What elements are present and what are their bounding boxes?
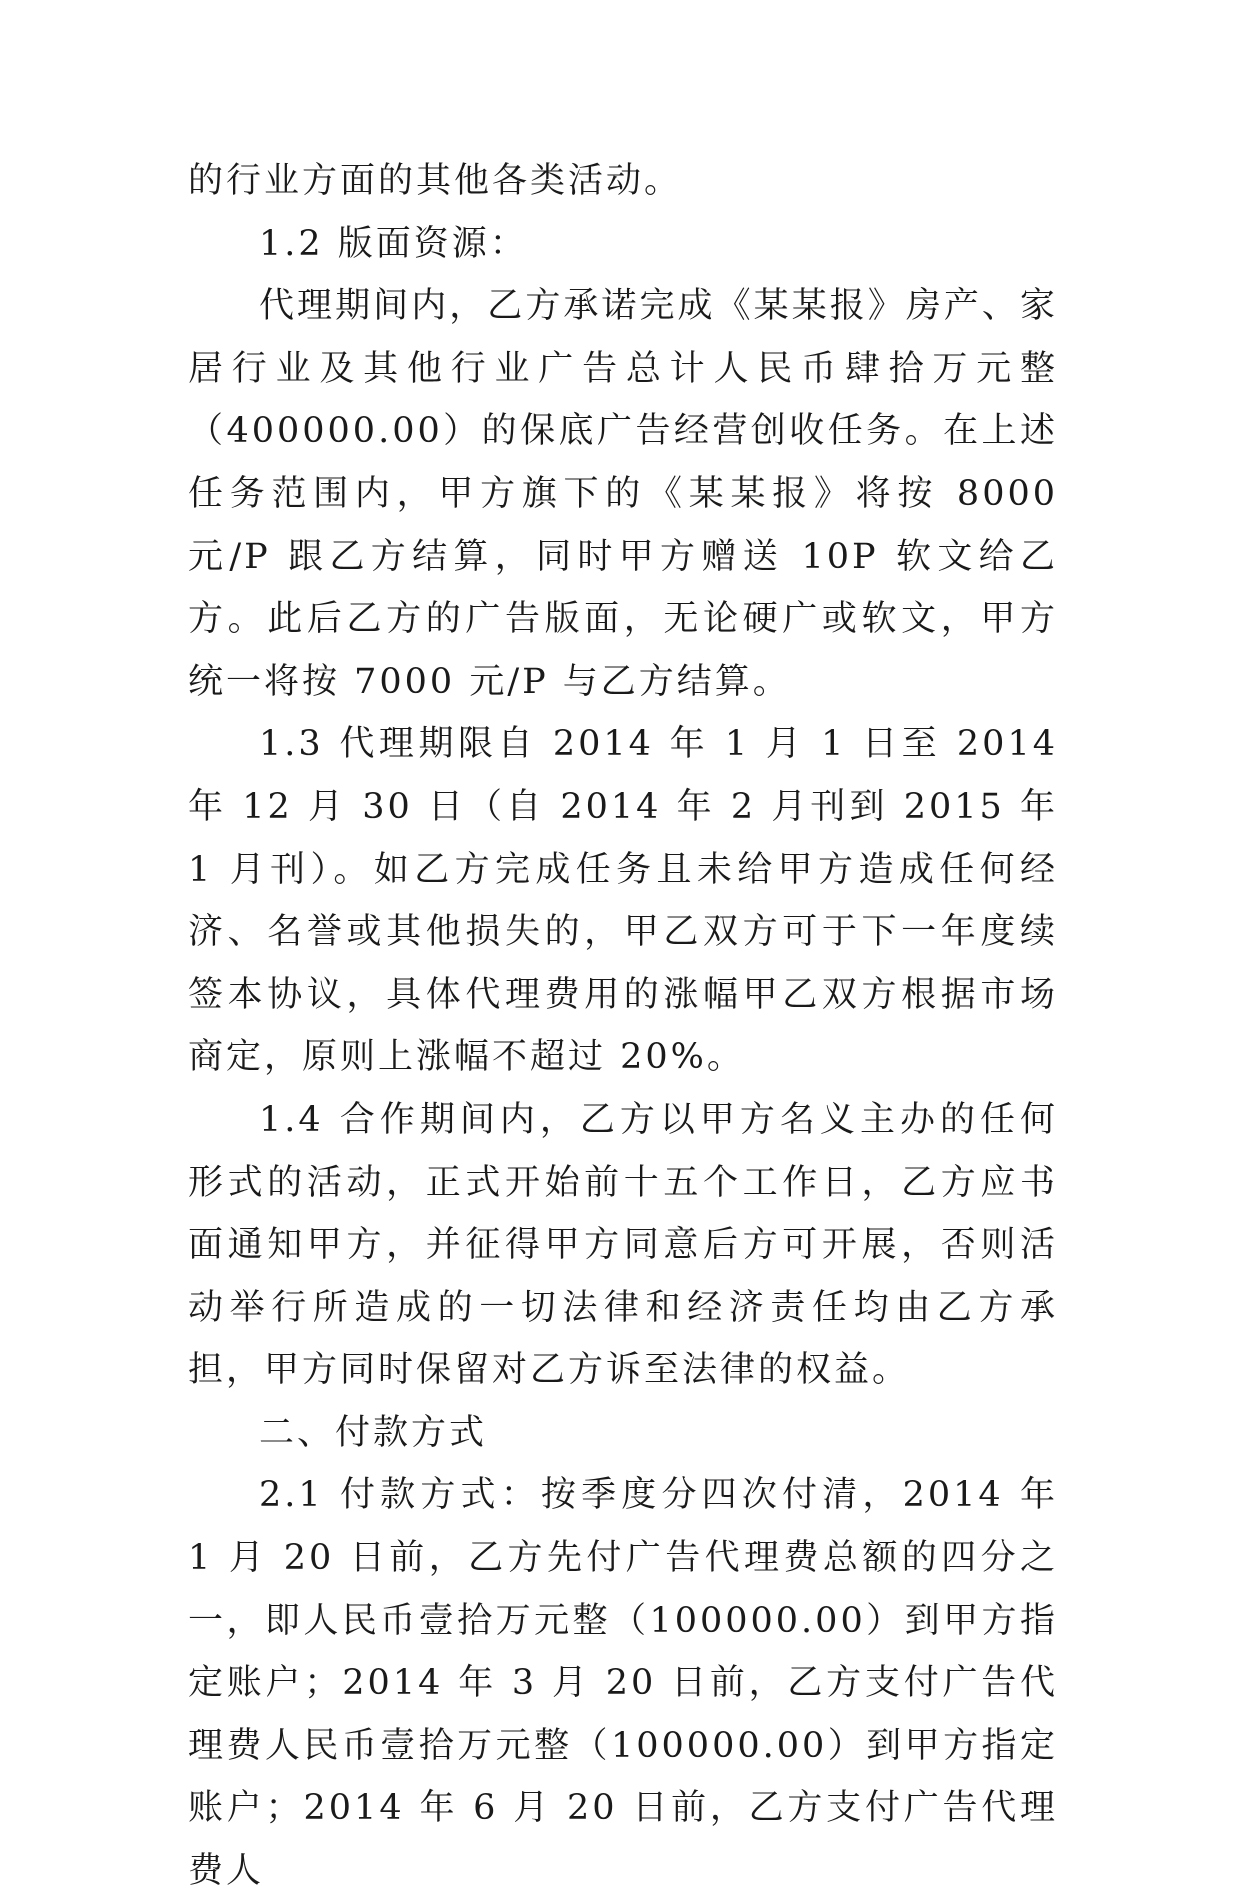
paragraph-payment-method: 2.1 付款方式：按季度分四次付清，2014 年 1 月 20 日前，乙方先付广告代理费总额的四分之一，即人民币壹拾万元整（100000.00）到甲方指定账户；2014 年 3 月 20 日前，乙方支付广告代理费人民币壹拾万元整（100000.00）到甲方指定账户；2014 年 6 月 20 日前，乙方支付广告代理费人: [188, 1475, 1058, 1892]
paragraph-agency-term: 1.3 代理期限自 2014 年 1 月 1 日至 2014 年 12 月 30 日（自 2014 年 2 月刊到 2015 年 1 月刊）。如乙方完成任务且未给甲方造成任何经济、名誉或其他损失的，甲乙双方可于下一年度续签本协议，具体代理费用的涨幅甲乙双方根据市场商定，原则上涨幅不超过 20%。: [188, 724, 1058, 1078]
document-body: [188, 150, 1058, 1903]
paragraph-cooperation-activities: 1.4 合作期间内，乙方以甲方名义主办的任何形式的活动，正式开始前十五个工作日，乙方应书面通知甲方，并征得甲方同意后方可开展，否则活动举行所造成的一切法律和经济责任均由乙方承担，甲方同时保留对乙方诉至法律的权益。: [188, 1099, 1058, 1391]
section-heading-payment: 二、付款方式: [259, 1412, 488, 1453]
paragraph-continuation: 的行业方面的其他各类活动。: [188, 161, 683, 201]
paragraph-layout-resources: 代理期间内，乙方承诺完成《某某报》房产、家居行业及其他行业广告总计人民币肆拾万元整（400000.00）的保底广告经营创收任务。在上述任务范围内，甲方旗下的《某某报》将按 8000 元/P 跟乙方结算，同时甲方赠送 10P 软文给乙方。此后乙方的广告版面，无论硬广或软文，甲方统一将按 7000 元/P 与乙方结算。: [188, 286, 1058, 702]
section-heading-1-2: 1.2 版面资源：: [259, 223, 528, 264]
